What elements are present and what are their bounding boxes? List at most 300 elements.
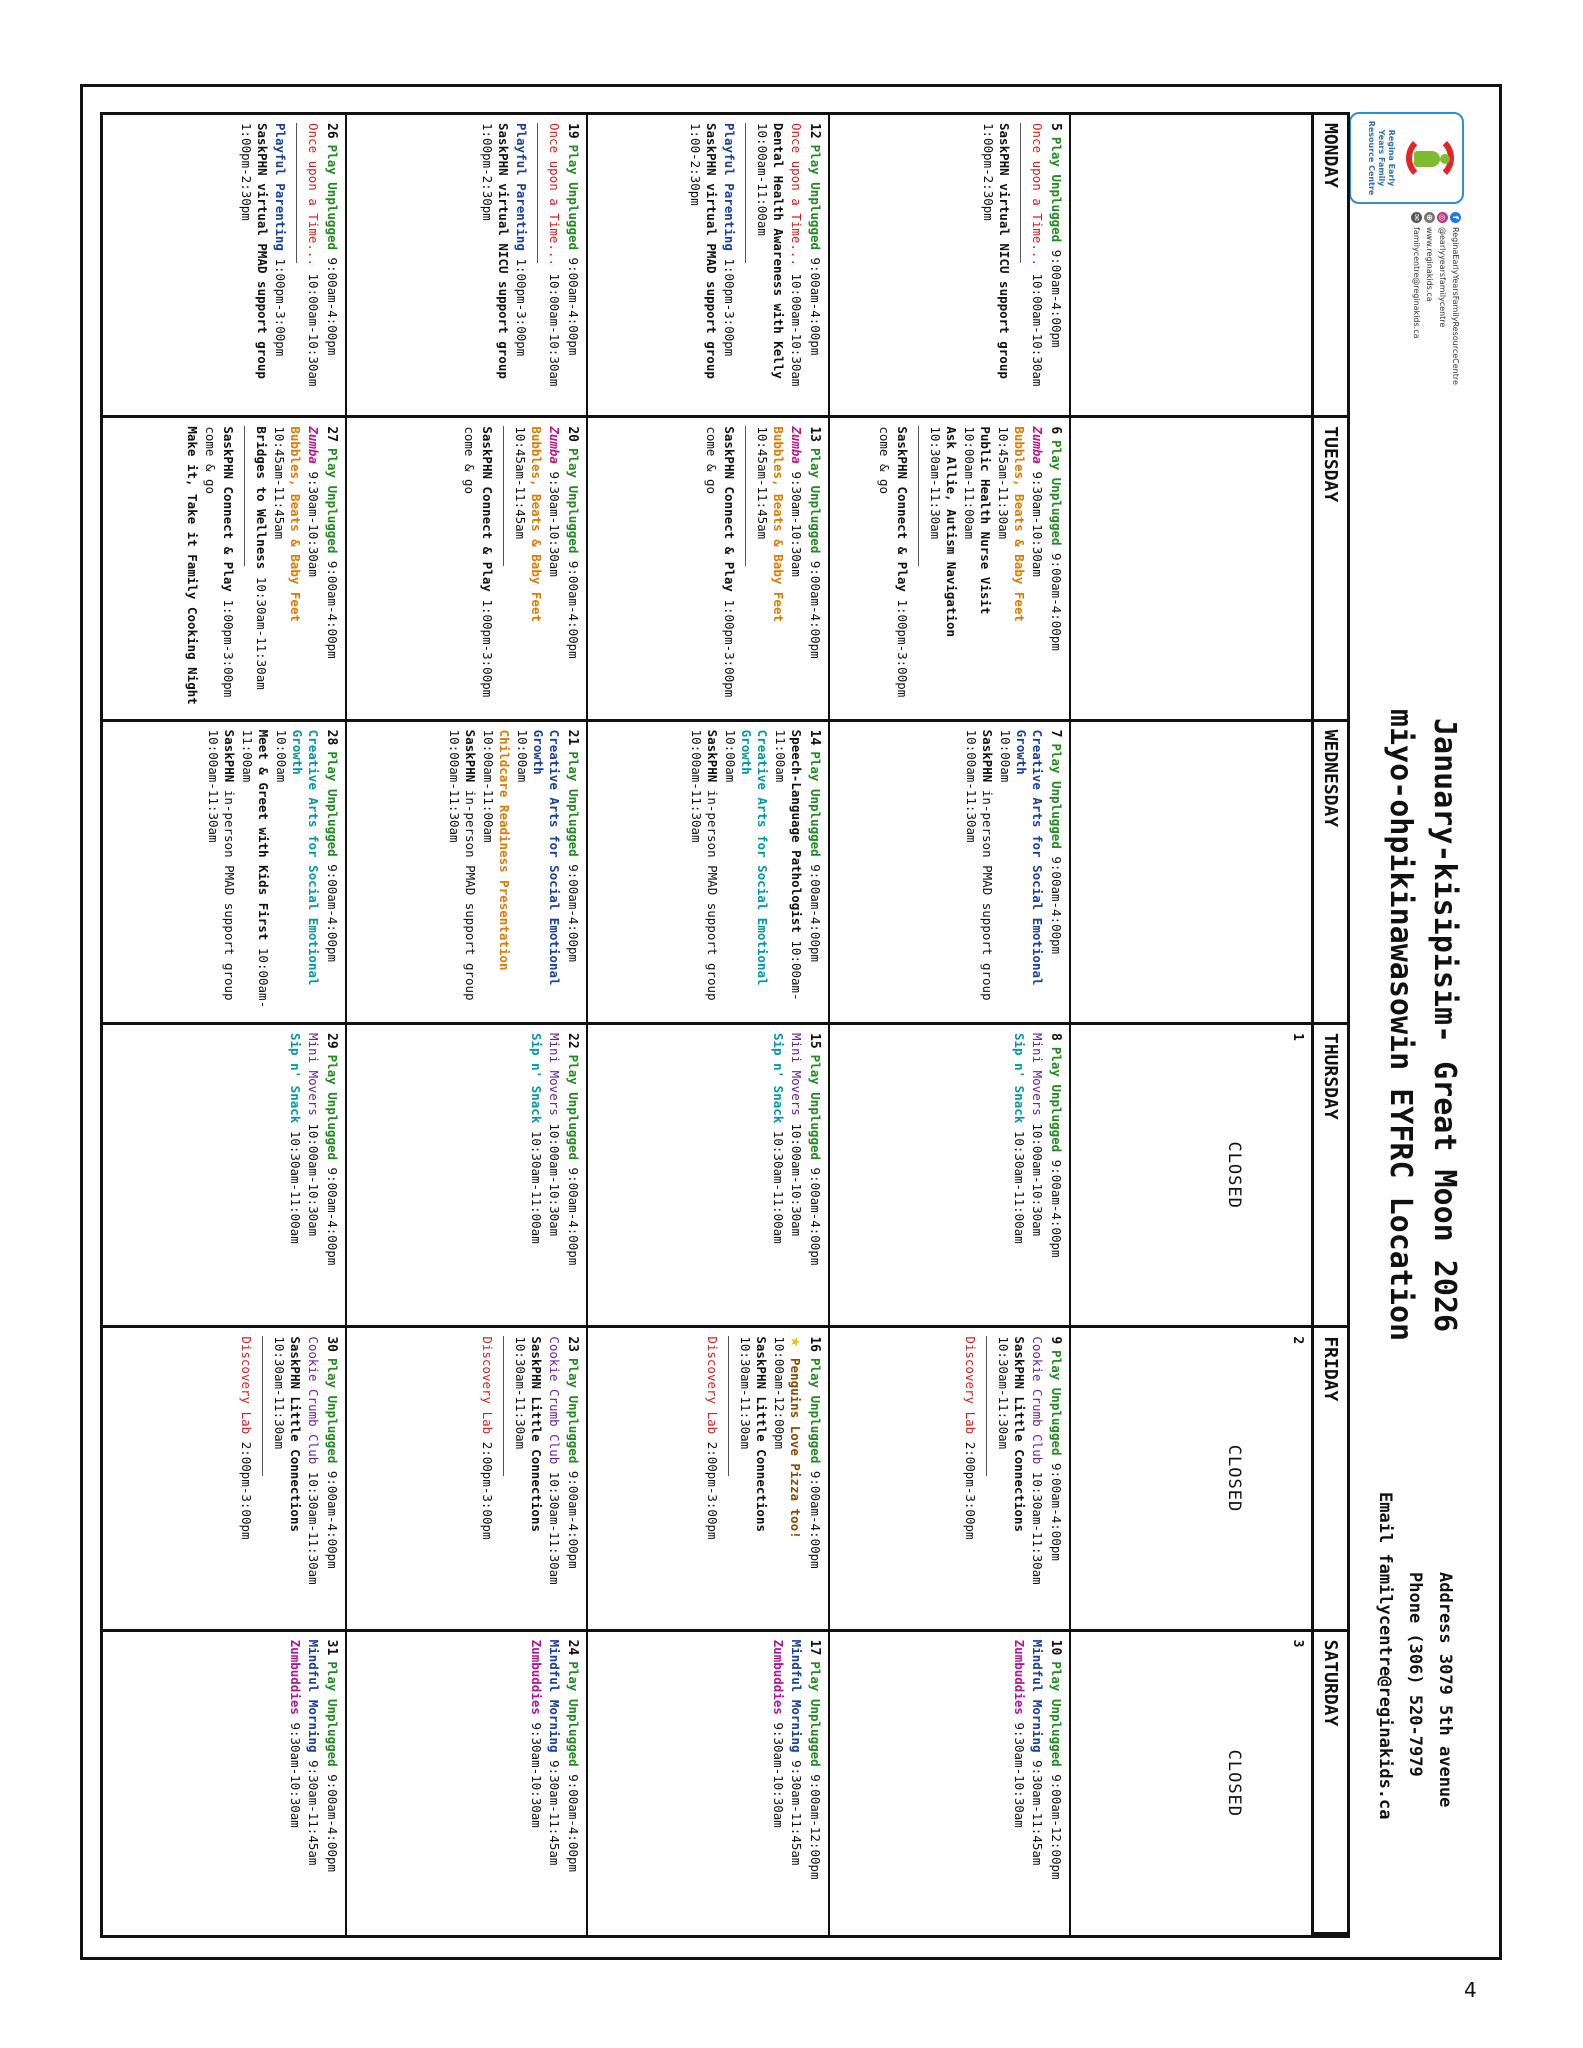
day-cell xyxy=(586,418,828,721)
day-header-wednesday: WEDNESDAY xyxy=(1311,722,1347,1025)
event-name: Play Unplugged xyxy=(807,144,823,251)
divider xyxy=(986,1336,987,1476)
event-time: 9:30am-10:30am xyxy=(1012,1722,1028,1828)
closed-label: CLOSED xyxy=(1224,1749,1244,1818)
social-link[interactable] xyxy=(1410,212,1423,552)
event-time: 1:00pm-3:00pm xyxy=(721,599,737,698)
event-name: Creative Arts for Social Emotional Growth xyxy=(289,729,321,986)
day-number: 23 xyxy=(565,1336,581,1352)
event-name: Play Unplugged xyxy=(566,1357,582,1464)
event xyxy=(876,426,892,710)
closed-label: CLOSED xyxy=(1224,1141,1244,1209)
event-name: SaskPHN Little Connections xyxy=(287,1336,303,1532)
event-name: Public Health Nurse Visit xyxy=(978,426,994,615)
event-name: Mini Movers xyxy=(305,1033,321,1116)
event-name: Play Unplugged xyxy=(566,1054,582,1161)
globe-icon: ⊕ xyxy=(1424,212,1435,223)
event-name: SaskPHN Connect & Play xyxy=(895,426,911,592)
closed-label: CLOSED xyxy=(1224,1444,1244,1513)
event-time: 2:00pm-3:00pm xyxy=(704,1441,720,1540)
event-time: 9:30am-10:30am xyxy=(547,471,563,577)
event-time: 9:00am-12:00pm xyxy=(1049,1774,1065,1880)
event-name: Play Unplugged xyxy=(807,447,823,554)
divider xyxy=(537,123,538,263)
event-time: 9:00am-4:00pm xyxy=(807,1470,823,1569)
event-name: Mindful Morning xyxy=(547,1639,563,1753)
event xyxy=(1029,1336,1045,1620)
event xyxy=(546,1336,562,1620)
event-name: Meet & Greet with Kids First xyxy=(255,729,271,941)
event-name: Play Unplugged xyxy=(566,144,582,251)
social-link-text: www.reginakids.ca xyxy=(1425,227,1434,302)
event-name: Playful Parenting xyxy=(514,123,530,251)
event xyxy=(770,1640,786,1927)
event xyxy=(995,426,1027,710)
event-time: 9:00am-4:00pm xyxy=(324,560,340,659)
event-name: Play Unplugged xyxy=(807,751,823,857)
address: Address 3079 5th avenue xyxy=(1435,1572,1455,1808)
event-time: 10:00am-11:00am xyxy=(772,729,804,1001)
event xyxy=(446,730,478,1014)
event xyxy=(754,123,786,407)
event-name: Bubbles, Beats & Baby Feet xyxy=(1012,426,1028,622)
event-time: 9:30am-10:30am xyxy=(529,1722,545,1828)
event-name: SaskPHN Little Connections xyxy=(529,1336,545,1532)
day-cell xyxy=(828,1328,1070,1631)
event-name: Discovery Lab xyxy=(704,1336,720,1435)
event-name: Play Unplugged xyxy=(1049,1046,1065,1153)
event-time: 9:30am-10:30am xyxy=(788,471,804,577)
event-name: SaskPHN virtual PMAD support group xyxy=(703,123,719,379)
event-time: 10:00am-10:30am xyxy=(1030,1123,1046,1237)
event xyxy=(184,426,200,710)
day-number: 7 xyxy=(1048,729,1064,738)
event-name: Zumbuddies xyxy=(529,1639,545,1715)
event-name: SaskPHN xyxy=(221,729,237,783)
event-name: Play Unplugged xyxy=(1049,136,1065,243)
event xyxy=(528,1033,544,1317)
event-time: 10:30am-11:30am xyxy=(996,1336,1012,1450)
event-name: Play Unplugged xyxy=(807,1054,823,1161)
event xyxy=(238,1336,254,1620)
event-time: 1:00pm-3:00pm xyxy=(220,599,236,698)
social-link[interactable] xyxy=(1449,212,1462,552)
event-name: Play Unplugged xyxy=(566,751,582,857)
event-time: 10:45am-11:45am xyxy=(513,426,529,540)
event-time: 10:30am-11:00am xyxy=(770,1130,786,1244)
day-header-saturday: SATURDAY xyxy=(1311,1632,1347,1935)
event-name: Play Unplugged xyxy=(324,751,340,857)
event-time: 9:00am-4:00pm xyxy=(324,1470,340,1569)
event-time: 9:00am-12:00pm xyxy=(807,1774,823,1880)
event-name: Once upon a Time... xyxy=(1030,123,1046,266)
event-name: Once upon a Time... xyxy=(547,123,563,266)
event-name: SaskPHN Connect & Play xyxy=(721,426,737,592)
event-time: 1:00pm-2:30pm xyxy=(981,123,997,221)
event-time: 9:30am-10:30am xyxy=(1030,471,1046,577)
day-number: 8 xyxy=(1048,1033,1064,1041)
event xyxy=(253,426,269,710)
day-cell xyxy=(828,115,1070,418)
event-time: 1:00pm-3:00pm xyxy=(895,599,911,698)
event xyxy=(1029,1640,1045,1927)
event-time: 10:00am xyxy=(515,729,531,783)
star-icon: ★ xyxy=(785,1336,807,1359)
event-name: Play Unplugged xyxy=(324,447,340,554)
event xyxy=(961,426,993,710)
event-time: 10:30am-11:30am xyxy=(513,1336,529,1450)
event-time: 10:00am-10:30am xyxy=(547,1123,563,1237)
event xyxy=(721,426,737,710)
event-name: Playful Parenting xyxy=(272,123,288,251)
day-number: 19 xyxy=(565,123,581,139)
event-name: Creative Arts for Social Emotional Growth xyxy=(531,729,563,986)
event xyxy=(894,426,910,710)
event-time: 1:00pm-3:00pm xyxy=(721,258,737,357)
day-cell xyxy=(345,1632,587,1935)
divider xyxy=(503,426,504,566)
event-time: 10:00am-11:00am xyxy=(481,729,497,843)
divider xyxy=(244,426,245,566)
event-time: 9:00am-4:00pm xyxy=(1049,856,1065,955)
event xyxy=(963,730,995,1014)
page-number: 4 xyxy=(1464,1978,1477,2002)
divider xyxy=(745,426,746,566)
divider xyxy=(296,123,297,263)
day-cell xyxy=(103,1632,345,1935)
event-time: 9:30am-10:30am xyxy=(287,1722,303,1828)
day-number: 20 xyxy=(565,426,581,442)
event-time: 9:00am-4:00pm xyxy=(807,1167,823,1266)
event-time: in-person PMAD support group 10:00am-11:30am xyxy=(964,729,996,1001)
event-name: Creative Arts for Social Emotional Growth xyxy=(1014,729,1046,986)
social-link[interactable] xyxy=(1436,212,1449,552)
day-number: 22 xyxy=(565,1033,581,1049)
event-time: 9:30am-10:30am xyxy=(305,471,321,577)
event xyxy=(1029,1033,1045,1317)
event-time: 10:00am xyxy=(998,729,1014,783)
event-name: Discovery Lab xyxy=(238,1336,254,1435)
event xyxy=(205,730,237,1014)
email[interactable]: Email familycentre@reginakids.ca xyxy=(1375,1492,1395,1820)
day-number: 5 xyxy=(1048,123,1064,131)
event-time: 1:00-2:30pm xyxy=(687,123,703,206)
day-header-thursday: THURSDAY xyxy=(1311,1025,1347,1328)
event-time: 9:00am-4:00pm xyxy=(807,864,823,963)
event-time: 10:00am-10:30am xyxy=(305,1123,321,1237)
day-cell xyxy=(345,418,587,721)
event-time: 10:45am-11:45am xyxy=(754,426,770,540)
day-number: 1 xyxy=(1290,1033,1305,1041)
day-cell xyxy=(345,1328,587,1631)
event-time: 1:00pm-3:00pm xyxy=(272,258,288,357)
event xyxy=(788,1033,804,1317)
day-cell xyxy=(1069,418,1311,721)
day-cell xyxy=(103,1025,345,1328)
event xyxy=(788,1640,804,1927)
social-link-text: @earlyyearsfamilycentre xyxy=(1438,227,1447,328)
phone: Phone (306) 520-7979 xyxy=(1405,1572,1425,1777)
event-name: Bridges to Wellness xyxy=(253,426,269,570)
title-line-1: January-kisipisim- Great Moon 2026 xyxy=(1427,717,1462,1333)
event-time: 10:00am-10:30am xyxy=(1030,273,1046,387)
event-time: 9:00am-4:00pm xyxy=(566,864,582,963)
social-link[interactable] xyxy=(1423,212,1436,552)
event xyxy=(239,730,271,1014)
event-time: come & go xyxy=(202,426,218,495)
event-time: 1:00pm-3:00pm xyxy=(480,599,496,698)
event-time: 9:30am-11:45am xyxy=(788,1760,804,1866)
divider xyxy=(728,1336,729,1476)
event xyxy=(272,123,288,407)
day-cell xyxy=(103,722,345,1025)
event-name: Dental Health Awareness with Kelly xyxy=(770,123,786,379)
event-name: Bubbles, Beats & Baby Feet xyxy=(770,426,786,622)
event-time: 9:00am-4:00pm xyxy=(1049,249,1065,348)
event-time: 9:00am-4:00pm xyxy=(324,864,340,963)
event-time: in-person PMAD support group 10:00am-11:30am xyxy=(205,729,237,1001)
event-time: 9:00am-4:00pm xyxy=(566,1774,582,1873)
day-number: 13 xyxy=(806,426,822,442)
event-name: Cookie Crumb Club xyxy=(547,1336,563,1465)
event-time: 10:30am-11:30am xyxy=(1030,1471,1046,1585)
event-time: 9:00am-4:00pm xyxy=(1049,1463,1065,1561)
event-time: 9:00am-4:00pm xyxy=(1049,553,1065,651)
day-cell xyxy=(828,722,1070,1025)
day-header-friday: FRIDAY xyxy=(1311,1328,1347,1631)
event xyxy=(273,730,321,1014)
event-time: 9:00am-4:00pm xyxy=(324,1167,340,1266)
event-name: Play Unplugged xyxy=(324,1357,340,1464)
day-number: 27 xyxy=(323,426,339,442)
event-time: 9:00am-4:00pm xyxy=(566,257,582,356)
event-time: 10:45am-11:30am xyxy=(996,426,1012,540)
event xyxy=(479,123,511,407)
event-name: Bubbles, Beats & Baby Feet xyxy=(287,426,303,622)
event xyxy=(546,1033,562,1317)
event xyxy=(271,426,303,710)
event xyxy=(997,730,1045,1014)
title-line-2: miyo-ohpikinawasowin EYFRC Location xyxy=(1383,708,1418,1342)
event xyxy=(305,1336,321,1620)
day-number: 3 xyxy=(1290,1639,1305,1648)
event xyxy=(513,123,529,407)
event-name: Mini Movers xyxy=(788,1033,804,1116)
event-name: Penguins Love Pizza too! xyxy=(787,1358,803,1539)
event-time: 2:00pm-3:00pm xyxy=(963,1441,979,1540)
day-number: 15 xyxy=(806,1033,822,1049)
event xyxy=(546,426,562,710)
event xyxy=(687,123,719,407)
contact-info xyxy=(1370,1492,1460,1912)
event-time: come & go xyxy=(877,426,893,495)
event-time: 10:00am-10:30am xyxy=(788,1123,804,1237)
event xyxy=(546,1640,562,1927)
day-number: 31 xyxy=(323,1639,339,1656)
day-cell xyxy=(345,722,587,1025)
event xyxy=(528,1640,544,1927)
event xyxy=(479,1336,495,1620)
event xyxy=(512,426,544,710)
day-cell xyxy=(345,1025,587,1328)
event-name: SaskPHN Little Connections xyxy=(1012,1336,1028,1532)
event-time: 10:30am-11:30am xyxy=(253,576,269,690)
event-name: Play Unplugged xyxy=(324,144,340,251)
day-cell xyxy=(1069,115,1311,418)
day-cell xyxy=(828,1632,1070,1935)
social-links xyxy=(1410,212,1462,552)
event-name: SaskPHN Little Connections xyxy=(753,1336,769,1532)
day-cell xyxy=(1069,1025,1311,1328)
day-header-tuesday: TUESDAY xyxy=(1311,418,1347,721)
event-time: come & go xyxy=(703,426,719,495)
event xyxy=(980,123,1012,407)
calendar xyxy=(86,100,1478,1950)
event-name: SaskPHN xyxy=(980,729,996,783)
event-time: 9:00am-4:00pm xyxy=(324,257,340,356)
event-name: Discovery Lab xyxy=(480,1336,496,1435)
event xyxy=(1029,426,1045,710)
day-number: 10 xyxy=(1048,1639,1064,1656)
event-time: 9:30am-11:45am xyxy=(305,1760,321,1866)
event-name: Zumba xyxy=(1030,426,1046,464)
day-number: 14 xyxy=(806,729,822,746)
event-name: SaskPHN xyxy=(704,729,720,783)
event-name: Ask Allie, Autism Navigation xyxy=(944,426,960,638)
event xyxy=(287,1640,303,1927)
event xyxy=(771,1336,807,1620)
event xyxy=(772,730,804,1014)
event xyxy=(546,123,562,407)
event-name: SaskPHN virtual NICU support group xyxy=(997,123,1013,379)
event-time: 9:00am-4:00pm xyxy=(566,1167,582,1266)
event xyxy=(737,1336,769,1620)
event-name: Sip n' Snack xyxy=(529,1033,545,1124)
event-name: Discovery Lab xyxy=(963,1336,979,1435)
day-header-monday: MONDAY xyxy=(1311,115,1347,418)
event-name: Childcare Readiness Presentation xyxy=(497,729,513,971)
event-name: Once upon a Time... xyxy=(305,123,321,266)
event-time: in-person PMAD support group 10:00am-11:30am xyxy=(447,729,479,1001)
event-time: 10:00am-12:00pm xyxy=(771,1336,787,1450)
event-name: Bubbles, Beats & Baby Feet xyxy=(529,426,545,622)
day-cell xyxy=(103,115,345,418)
event-time: 10:30am-11:30am xyxy=(547,1471,563,1585)
divider xyxy=(503,1336,504,1476)
event xyxy=(927,426,959,710)
event xyxy=(305,1640,321,1927)
mail-icon: ✉ xyxy=(1411,212,1422,223)
day-number: 12 xyxy=(806,123,822,139)
day-cell xyxy=(345,115,587,418)
event-name: Creative Arts for Social Emotional Growth xyxy=(738,729,770,986)
day-cell xyxy=(103,1328,345,1631)
event-name: Play Unplugged xyxy=(807,1357,823,1464)
day-number: 17 xyxy=(806,1639,822,1656)
event-time: 10:30am-11:30am xyxy=(271,1336,287,1450)
event xyxy=(238,123,270,407)
day-cell xyxy=(586,722,828,1025)
event xyxy=(271,1336,303,1620)
event xyxy=(1011,1033,1027,1317)
calendar-grid xyxy=(100,112,1350,1938)
event-name: Sip n' Snack xyxy=(1012,1033,1028,1124)
event xyxy=(479,426,495,710)
event-name: SaskPHN Connect & Play xyxy=(480,426,496,592)
day-cell xyxy=(1069,1328,1311,1631)
event xyxy=(721,123,737,407)
event-time: 9:00am-4:00pm xyxy=(807,257,823,356)
event-name: Cookie Crumb Club xyxy=(305,1336,321,1465)
day-number: 29 xyxy=(323,1033,339,1049)
event-name: Play Unplugged xyxy=(807,1661,823,1767)
day-number: 24 xyxy=(565,1639,581,1656)
event-time: 10:30am-11:30am xyxy=(737,1336,753,1450)
event-name: Mini Movers xyxy=(547,1033,563,1116)
event-time: 10:00am-10:30am xyxy=(547,273,563,387)
event xyxy=(788,123,804,407)
event-time: 9:30am-11:45am xyxy=(1030,1760,1046,1866)
event-time: 9:30am-10:30am xyxy=(770,1722,786,1828)
event-time: 10:00am-10:30am xyxy=(305,273,321,387)
day-cell xyxy=(103,418,345,721)
event-name: Speech-Language Pathologist xyxy=(788,729,804,933)
social-link-text: ReginaEarlyYearsFamilyResourceCentre xyxy=(1451,227,1460,385)
divider xyxy=(745,123,746,263)
calendar-title xyxy=(1378,600,1466,1450)
event-time: in-person PMAD support group 10:00am-11:30am xyxy=(688,729,720,1001)
facebook-icon: f xyxy=(1450,212,1461,223)
event xyxy=(962,1336,978,1620)
event xyxy=(704,1336,720,1620)
day-number: 26 xyxy=(323,123,339,139)
instagram-icon: ◎ xyxy=(1437,212,1448,223)
day-number: 6 xyxy=(1048,426,1064,435)
day-number: 16 xyxy=(806,1336,822,1352)
event xyxy=(703,426,719,710)
event-name: SaskPHN Connect & Play xyxy=(220,426,236,592)
event-time: 2:00pm-3:00pm xyxy=(238,1441,254,1540)
day-cell xyxy=(586,1025,828,1328)
event-time: 10:30am-11:30am xyxy=(305,1471,321,1585)
event-name: Zumbuddies xyxy=(287,1639,303,1715)
event-name: Sip n' Snack xyxy=(287,1033,303,1124)
event-name: Zumbuddies xyxy=(1012,1639,1028,1715)
event-time: 10:00am-11:00am xyxy=(962,426,978,540)
event xyxy=(461,426,477,710)
event xyxy=(220,426,236,710)
day-cell xyxy=(828,1025,1070,1328)
event-name: Zumba xyxy=(305,426,321,464)
event xyxy=(788,426,804,710)
logo-figure-icon xyxy=(1414,151,1440,167)
event xyxy=(514,730,562,1014)
event-name: SaskPHN virtual NICU support group xyxy=(496,123,512,379)
event xyxy=(305,1033,321,1317)
event-time: 10:30am-11:00am xyxy=(1012,1130,1028,1244)
day-number: 30 xyxy=(323,1336,339,1352)
event-time: 9:00am-4:00pm xyxy=(1049,1159,1065,1258)
event-name: Make it, Take it Family Cooking Night xyxy=(184,426,200,705)
event-time: 9:00am-4:00pm xyxy=(566,560,582,659)
event xyxy=(688,730,720,1014)
event-name: Zumba xyxy=(547,426,563,464)
event xyxy=(512,1336,544,1620)
event-time: 2:00pm-3:00pm xyxy=(480,1441,496,1540)
event-time: come & go xyxy=(462,426,478,495)
event-time: 1:00pm-3:00pm xyxy=(514,258,530,357)
social-link-text: familycentre@reginakids.ca xyxy=(1412,227,1421,339)
